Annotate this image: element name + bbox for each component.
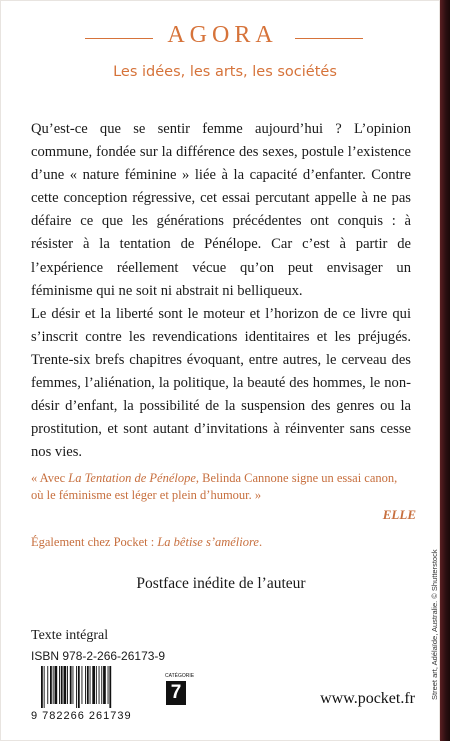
also-prefix: Également chez Pocket : — [31, 535, 158, 549]
barcode-bar — [76, 666, 77, 708]
photo-credit: Street art, Adélaïde, Australie. © Shutterstock — [430, 549, 439, 700]
quote-book-title: La Tentation de Pénélope — [68, 471, 196, 485]
barcode-bar — [70, 666, 72, 704]
barcode-digits: 9 782266 261739 — [31, 710, 132, 722]
barcode-bar — [47, 666, 48, 704]
barcode-bar — [55, 666, 58, 704]
barcode-bar — [78, 666, 80, 708]
barcode-bar — [67, 666, 68, 704]
quote-source: ELLE — [382, 507, 416, 522]
also-book-title: La bêtise s’améliore — [157, 535, 259, 549]
barcode-bar — [103, 666, 106, 704]
barcode-bar — [44, 666, 45, 708]
blurb-paragraph-1: Qu’est-ce que se sentir femme aujourd’hui ? L’opinion commune, fondée sur la différence des sexes, postule l’existence d’une « nature féminine » liée à la capacité d’enfanter. Contre cette conception régressive, cet essai percutant appelle à ne pas défaire ce que les générations précédentes ont conquis : à résister à la tentation de Pénélope. Car c’est à partir de l’expérience réellement vécue qu’on peut envisager un féminisme qui ne soit ni abstrait ni belliqueux. — [31, 121, 411, 299]
publisher-website[interactable]: www.pocket.fr — [320, 690, 415, 707]
barcode — [40, 666, 160, 708]
spine-edge — [440, 0, 450, 741]
postface-note: Postface inédite de l’auteur — [136, 575, 306, 592]
blurb-paragraph-2: Le désir et la liberté sont le moteur et l’horizon de ce livre qui s’inscrit contre les revendications identitaires et les préjugés. Trente-six brefs chapitres évoquant, entre autres, le cerveau des femmes, l’aliénation, la politique, la beauté des hommes, le non-désir d’enfant, la possibilité de la suspension des genres ou la prostitution, et sont autant d’invitations à réinventer sans cesse nos vies. — [31, 305, 411, 461]
category-number: 7 — [166, 681, 186, 705]
barcode-bar — [87, 666, 89, 704]
quote-suffix: , Belinda Cannone signe un essai canon, où le féminisme est léger et plein d’humour. » — [31, 471, 398, 502]
series-tagline: Les idées, les arts, les sociétés — [113, 64, 337, 80]
barcode-bar — [99, 666, 100, 704]
brand-logo: AGORA — [167, 22, 278, 48]
barcode-bar — [92, 666, 95, 704]
barcode-bar — [50, 666, 52, 704]
barcode-bar — [41, 666, 43, 708]
integral-text-note: Texte intégral — [31, 628, 109, 643]
barcode-bar — [53, 666, 54, 704]
brand-rule-right — [295, 38, 363, 39]
barcode-bar — [108, 666, 109, 704]
barcode-bar — [61, 666, 63, 704]
quote-prefix: « Avec — [31, 471, 69, 485]
press-quote — [31, 470, 411, 504]
barcode-bar — [109, 666, 111, 708]
barcode-bar — [90, 666, 91, 704]
barcode-bar — [96, 666, 97, 704]
also-suffix: . — [258, 535, 263, 549]
also-by-author — [31, 535, 411, 550]
blurb — [31, 118, 411, 464]
barcode-bar — [59, 666, 60, 704]
barcode-bar — [82, 666, 83, 704]
barcode-bar — [101, 666, 102, 704]
category-label: CATÉGORIE — [165, 673, 195, 679]
barcode-bar — [64, 666, 67, 704]
brand-rule-left — [85, 38, 153, 39]
isbn: ISBN 978-2-266-26173-9 — [31, 649, 166, 663]
barcode-bar — [85, 666, 86, 704]
barcode-bar — [73, 666, 74, 704]
